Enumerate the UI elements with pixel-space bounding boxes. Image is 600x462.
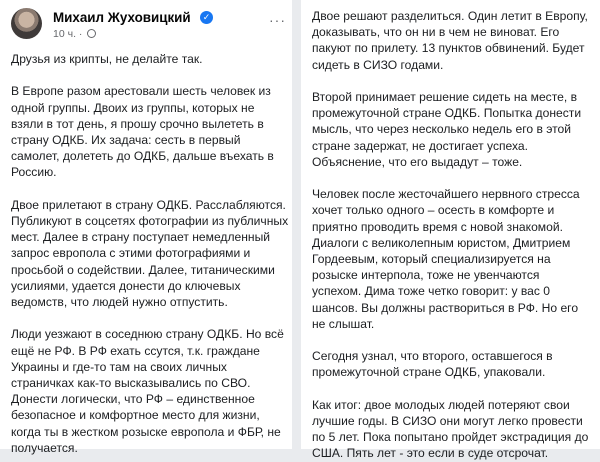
post-header (11, 8, 286, 40)
text-line: хочет только одного – осесть в комфорте и (312, 203, 555, 218)
text-line: Гордеевым, который специализируется на (312, 252, 551, 267)
text-line: Люди уезжают в соседнюю страну ОДКБ. Но всё (11, 327, 284, 342)
text-line: Как итог: двое молодых людей потеряют свои (312, 397, 570, 412)
text-line: пакуют по прилету. 13 пунктов обвинений. Будет (312, 41, 585, 56)
text-line: ещё не РФ. В РФ ехать ссутся, т.к. граждане (11, 343, 260, 358)
author-name[interactable]: Михаил Жуховицкий (53, 10, 191, 25)
text-line: Объяснение, что его выдадут – тоже. (312, 154, 523, 169)
post-text-right (312, 8, 588, 462)
text-line: Диалоги с великолепным юристом, Дмитрием (312, 235, 571, 250)
text-line: сидеть в СИЗО годами. (312, 57, 444, 72)
text-line: Россию. (11, 165, 57, 180)
post-text-left (11, 51, 288, 456)
text-line: страну ОДКБ. Их задача: сесть в первый (11, 133, 241, 147)
text-line: Публикуют в соцсетях фотографии из публичных (11, 214, 289, 228)
text-line: мест. Далее в страну поступает немедленный (11, 230, 271, 245)
text-line: по 5 лет. Пока попытано пройдет экстрадиция до (312, 430, 589, 445)
text-line: Второй принимает решение сидеть на месте, в (312, 90, 577, 104)
text-line: взяли в тот день, я прошу срочно вылететь в (11, 116, 264, 131)
meta-separator: · (78, 28, 83, 40)
more-options-icon[interactable]: ··· (269, 12, 286, 28)
text-line: Двое решают разделиться. Один летит в Европу, (312, 9, 588, 23)
text-line: успехом. Дима тоже четко говорит: у вас 0 (312, 284, 551, 299)
text-line: Сегодня узнал, что второго, оставшегося в (312, 349, 553, 364)
text-line: когда ты в жестком розыске европола и ФБР, не (11, 424, 281, 439)
verified-badge-icon: ✓ (200, 11, 213, 24)
text-line: промежуточной стране ОДКБ, упаковали. (312, 365, 546, 380)
text-line: просьбой о содействии. Далее, титаническими (11, 262, 275, 277)
timestamp[interactable]: 10 ч. (53, 28, 76, 40)
text-line: приятно проводить время с новой знакомой. (312, 219, 563, 234)
avatar[interactable] (11, 8, 42, 39)
text-line: Человек после жесточайшего нервного стресса (312, 187, 580, 202)
text-line: шансов. Вы должны раствориться в РФ. Но его (312, 300, 579, 315)
text-line: мысль, что через несколько недель его в этой (312, 122, 572, 137)
text-line: Двое прилетают в страну ОДКБ. Расслабляются. (11, 197, 286, 212)
post-left-column (0, 0, 292, 455)
text-line: не слышат. (312, 316, 375, 331)
text-line: доказывать, что он ни в чем не виноват. Его (312, 25, 560, 40)
text-line: розыске интерпола, тоже не увенчаются (312, 268, 540, 283)
text-line: Друзья из крипты, не делайте так. (11, 52, 203, 66)
post-right-column (301, 0, 600, 461)
text-line: самолет, долететь до ОДКБ, дальше въехать в (11, 149, 274, 164)
globe-icon (87, 29, 96, 38)
text-line: получается. (11, 440, 78, 455)
text-line: лучшие годы. В СИЗО они могут легко провести (312, 414, 583, 429)
text-line: промежуточной стране ОДКБ. Попытка донести (312, 106, 582, 121)
text-line: безопасное и комфортное место для жизни, (11, 408, 260, 423)
text-line: страничках как-то высказывались по СВО. (11, 376, 251, 391)
text-line: Донести логически, что РФ – единственное (11, 392, 255, 407)
post-meta (53, 28, 96, 40)
text-line: одной группы. Двоих из группы, которых не (11, 100, 255, 115)
text-line: запрос европола с этими фотографиями и (11, 246, 251, 261)
text-line: ведомств, что людей нужно отпустить. (11, 295, 228, 310)
text-line: Украины и где-то там на своих личных (11, 359, 227, 374)
text-line: стране задержат, не достигает успеха. (312, 138, 528, 153)
text-line: США. Пять лет - это если в суде отсрочат. (312, 446, 549, 461)
text-line: усилиями, удается донести до ключевых (11, 278, 241, 293)
text-line: В Европе разом арестовали шесть человек из (11, 84, 271, 99)
